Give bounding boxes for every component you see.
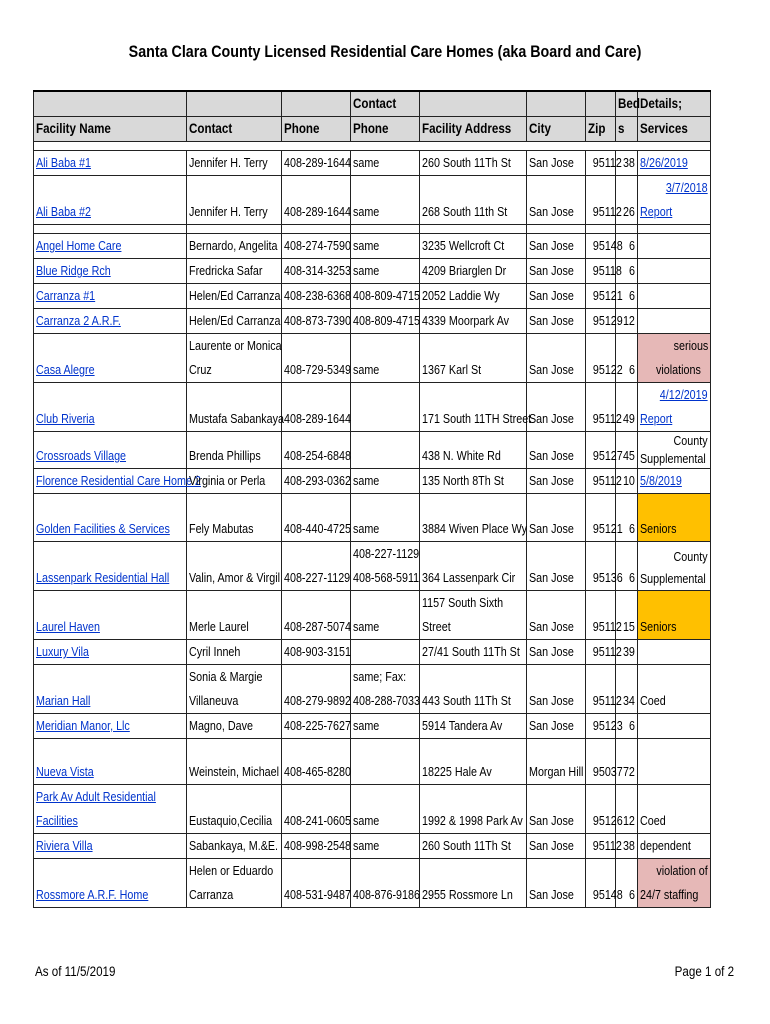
header-beds: s bbox=[615, 117, 637, 142]
details-link-date[interactable]: 4/12/2019 bbox=[660, 388, 708, 402]
header-facility: Facility Name bbox=[34, 117, 187, 142]
facility-link[interactable]: Riviera Villa bbox=[36, 839, 93, 853]
table-row: Ali Baba #2 Jennifer H. Terry 408-289-1644 same 268 South 11th St San Jose 95112 26 3/7/2018 Report bbox=[34, 176, 711, 225]
violation-note: violation of bbox=[656, 864, 708, 878]
details-link-report[interactable]: Report bbox=[640, 205, 673, 219]
table-row: Rossmore A.R.F. Home Helen or Eduardo Carranza 408-531-9487 408-876-9186 2955 Rossmore Ln San Jose 95148 6 violation of 24/7 staffing bbox=[34, 859, 711, 908]
header-beds-top: Bed bbox=[615, 91, 637, 117]
facility-link[interactable]: Club Riveria bbox=[36, 412, 95, 426]
table-row: Luxury Vila Cyril Inneh 408-903-3151 27/41 South 11Th St San Jose 95112 39 bbox=[34, 640, 711, 665]
table-row: Club Riveria Mustafa Sabankaya 408-289-1644 171 South 11TH Street San Jose 95112 49 4/12/2019 Report bbox=[34, 383, 711, 432]
table-row: Marian Hall Sonia & Margie Villaneuva 408-279-9892 same; Fax: 408-288-7033 443 South 11Th St San Jose 95112 34 Coed bbox=[34, 665, 711, 714]
table-row: Riviera Villa Sabankaya, M.&E. 408-998-2548 same 260 South 11Th St San Jose 95112 38 dependent bbox=[34, 834, 711, 859]
facility-link[interactable]: Carranza #1 bbox=[36, 289, 96, 303]
facility-link[interactable]: Marian Hall bbox=[36, 694, 91, 708]
details-link[interactable]: 5/8/2019 bbox=[640, 474, 683, 488]
header-zip: Zip bbox=[585, 117, 615, 142]
table-row: Ali Baba #1 Jennifer H. Terry 408-289-1644 same 260 South 11Th St San Jose 95112 38 8/26/2019 bbox=[34, 151, 711, 176]
header-details: Services bbox=[638, 117, 711, 142]
facility-link[interactable]: Ali Baba #1 bbox=[36, 156, 91, 170]
facility-link[interactable]: Florence Residential Care Home 2 bbox=[36, 474, 201, 488]
header-address: Facility Address bbox=[419, 117, 526, 142]
table-row: Blue Ridge Rch Fredricka Safar 408-314-3253 same 4209 Briarglen Dr San Jose 95118 6 bbox=[34, 259, 711, 284]
details-link[interactable]: 8/26/2019 bbox=[640, 156, 688, 170]
page-number: Page 1 of 2 bbox=[674, 964, 734, 979]
seniors-tag: Seniors bbox=[640, 522, 677, 536]
care-homes-table bbox=[33, 90, 711, 908]
table-row: Casa Alegre Laurente or Monica Cruz 408-729-5349 same 1367 Karl St San Jose 95122 6 serious violations bbox=[34, 334, 711, 383]
table-row: Florence Residential Care Home 2 Virginia or Perla 408-293-0362 same 135 North 8Th St San Jose 95112 10 5/8/2019 bbox=[34, 469, 711, 494]
table-row: Carranza 2 A.R.F. Helen/Ed Carranza 408-873-7390 408-809-4715 4339 Moorpark Av San Jose 95129 12 bbox=[34, 309, 711, 334]
table-row: Lassenpark Residential Hall Valin, Amor & Virgil 408-227-1129 408-227-1129 408-568-5911 364 Lassenpark Cir San Jose 95136 6 County Supplemental bbox=[34, 542, 711, 591]
facility-link[interactable]: Park Av Adult Residential bbox=[36, 790, 156, 804]
table-row: Laurel Haven Merle Laurel 408-287-5074 same 1157 South Sixth Street San Jose 95112 15 Seniors bbox=[34, 591, 711, 640]
table-row: Nueva Vista Weinstein, Michael 408-465-8280 18225 Hale Av Morgan Hill 95037 72 bbox=[34, 739, 711, 785]
facility-link-continued[interactable]: Facilities bbox=[36, 814, 78, 828]
facility-link[interactable]: Nueva Vista bbox=[36, 765, 94, 779]
facility-link[interactable]: Golden Facilities & Services bbox=[36, 522, 170, 536]
table-row: Meridian Manor, Llc Magno, Dave 408-225-7627 same 5914 Tandera Av San Jose 95123 6 bbox=[34, 714, 711, 739]
facility-link[interactable]: Rossmore A.R.F. Home bbox=[36, 888, 149, 902]
facility-link[interactable]: Blue Ridge Rch bbox=[36, 264, 111, 278]
details-link-report[interactable]: Report bbox=[640, 412, 673, 426]
table-row: Golden Facilities & Services Fely Mabutas 408-440-4725 same 3884 Wiven Place Wy San Jose 95121 6 Seniors bbox=[34, 494, 711, 542]
header-city: City bbox=[527, 117, 586, 142]
header-phone: Phone bbox=[281, 117, 351, 142]
header-row-2 bbox=[34, 117, 711, 142]
facility-link[interactable]: Ali Baba #2 bbox=[36, 205, 91, 219]
facility-link[interactable]: Carranza 2 A.R.F. bbox=[36, 314, 121, 328]
header-contact: Contact bbox=[186, 117, 281, 142]
facility-link[interactable]: Meridian Manor, Llc bbox=[36, 719, 130, 733]
table-row: Park Av Adult Residential Facilities Eustaquio,Cecilia 408-241-0605 same 1992 & 1998 Park Av San Jose 95126 12 Coed bbox=[34, 785, 711, 834]
header-row-1 bbox=[34, 91, 711, 117]
violation-note: serious bbox=[673, 339, 708, 353]
header-details-top: Details; bbox=[638, 91, 711, 117]
facility-link[interactable]: Lassenpark Residential Hall bbox=[36, 571, 170, 585]
details-link-date[interactable]: 3/7/2018 bbox=[666, 181, 708, 195]
page-title: Santa Clara County Licensed Residential Care Homes (aka Board and Care) bbox=[128, 42, 642, 61]
facility-link[interactable]: Luxury Vila bbox=[36, 645, 89, 659]
table-row: Angel Home Care Bernardo, Angelita 408-274-7590 same 3235 Wellcroft Ct San Jose 95148 6 bbox=[34, 234, 711, 259]
facility-link[interactable]: Laurel Haven bbox=[36, 620, 100, 634]
facility-link[interactable]: Angel Home Care bbox=[36, 239, 122, 253]
seniors-tag: Seniors bbox=[640, 620, 677, 634]
facility-link[interactable]: Crossroads Village bbox=[36, 449, 127, 463]
table-row: Carranza #1 Helen/Ed Carranza 408-238-6368 408-809-4715 2052 Laddie Wy San Jose 95121 6 bbox=[34, 284, 711, 309]
as-of-date: As of 11/5/2019 bbox=[35, 964, 116, 979]
facility-link[interactable]: Casa Alegre bbox=[36, 363, 95, 377]
header-contact-phone: Phone bbox=[351, 117, 420, 142]
header-contact-phone-top: Contact bbox=[351, 91, 420, 117]
table-row: Crossroads Village Brenda Phillips 408-254-6848 438 N. White Rd San Jose 95127 45 County Supplemental bbox=[34, 432, 711, 469]
